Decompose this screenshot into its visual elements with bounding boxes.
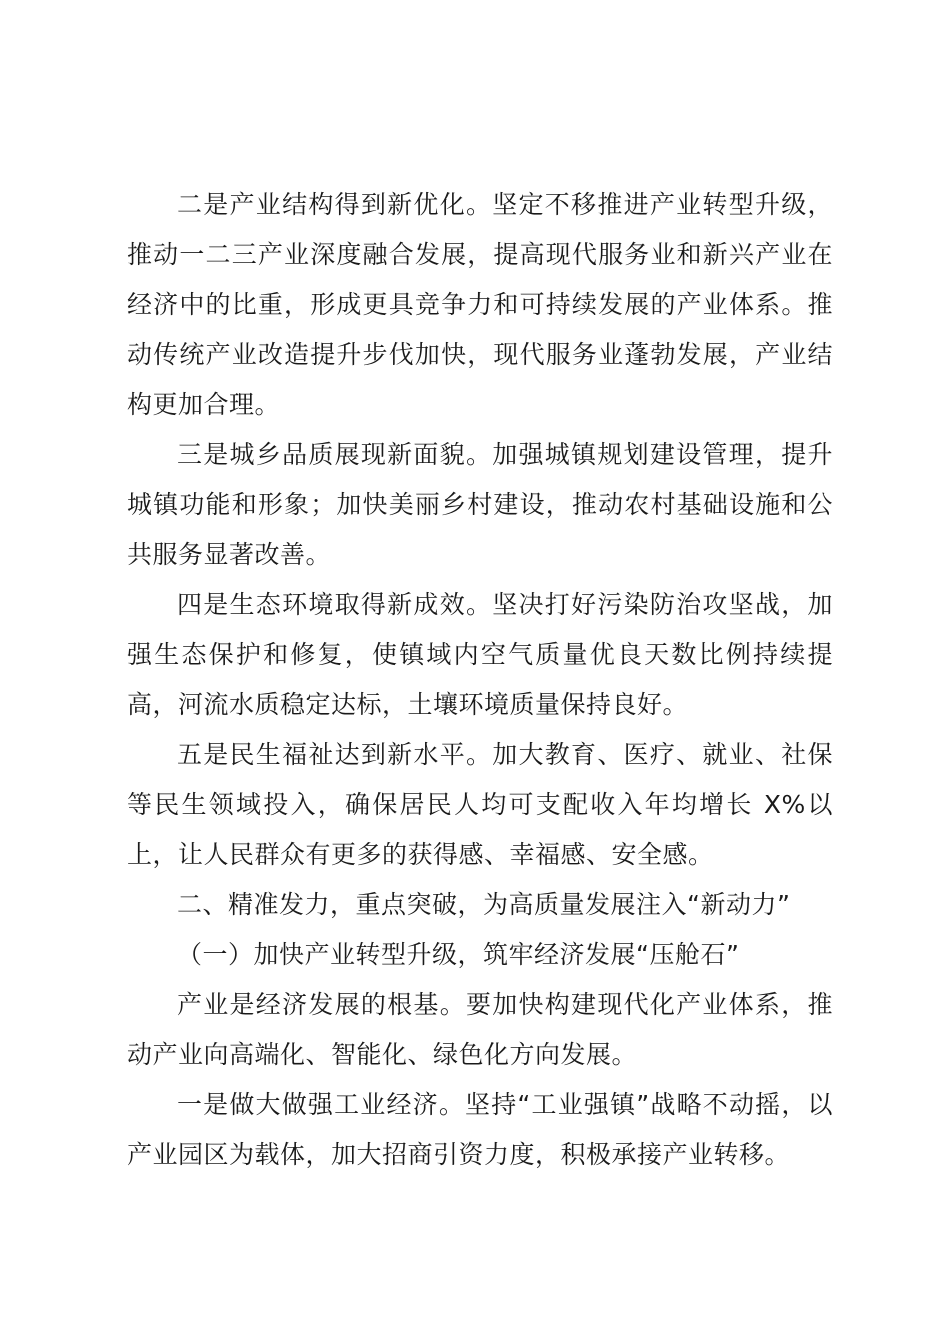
paragraph-industry-foundation: 产业是经济发展的根基。要加快构建现代化产业体系，推动产业向高端化、智能化、绿色化方向发展。	[127, 990, 833, 1069]
paragraph-urban-rural: 三是城乡品质展现新面貌。加强城镇规划建设管理，提升城镇功能和形象；加快美丽乡村建设，推动农村基础设施和公共服务显著改善。	[127, 440, 833, 569]
subsection-heading-1: （一）加快产业转型升级，筑牢经济发展“压舱石”	[177, 940, 740, 969]
section-heading-2: 二、精准发力，重点突破，为高质量发展注入“新动力”	[177, 890, 791, 919]
paragraph-industry-structure: 二是产业结构得到新优化。坚定不移推进产业转型升级，推动一二三产业深度融合发展，提高现代服务业和新兴产业在经济中的比重，形成更具竞争力和可持续发展的产业体系。推动传统产业改造提升步伐加快，现代服务业蓬勃发展，产业结构更加合理。	[127, 190, 833, 419]
paragraph-ecology: 四是生态环境取得新成效。坚决打好污染防治攻坚战，加强生态保护和修复，使镇域内空气质量优良天数比例持续提高，河流水质稳定达标，土壤环境质量保持良好。	[127, 590, 833, 719]
document-body	[127, 180, 833, 1180]
paragraph-industrial-economy: 一是做大做强工业经济。坚持“工业强镇”战略不动摇，以产业园区为载体，加大招商引资力度，积极承接产业转移。	[127, 1090, 833, 1169]
paragraph-livelihood: 五是民生福祉达到新水平。加大教育、医疗、就业、社保等民生领域投入，确保居民人均可支配收入年均增长 X%以上，让人民群众有更多的获得感、幸福感、安全感。	[127, 740, 833, 869]
